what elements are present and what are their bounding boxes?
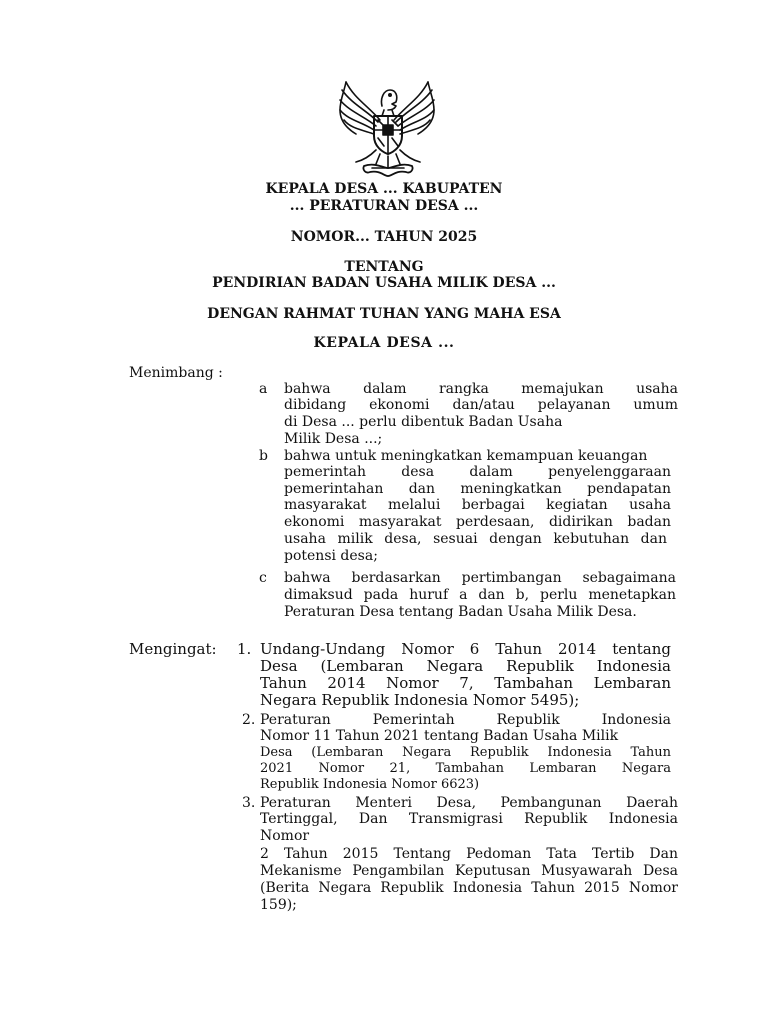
menimbang-item-b-line: potensi desa; <box>284 548 378 564</box>
mengingat-item-2-number: 2. <box>242 712 256 728</box>
mengingat-item-1-number: 1. <box>237 640 252 658</box>
menimbang-item-a-letter: a <box>259 381 268 397</box>
rahmat-heading: DENGAN RAHMAT TUHAN YANG MAHA ESA <box>207 306 561 322</box>
mengingat-item-2-line: Republik Indonesia Nomor 6623) <box>260 777 480 792</box>
menimbang-item-a-line: Milik Desa ...; <box>284 431 383 447</box>
menimbang-item-b-line: pemerintah desa dalam penyelenggaraan <box>284 464 671 480</box>
mengingat-item-1-line: Negara Republik Indonesia Nomor 5495); <box>260 691 580 709</box>
mengingat-item-2-line: Peraturan Pemerintah Republik Indonesia <box>260 712 671 728</box>
menimbang-item-b-line: bahwa untuk meningkatkan kemampuan keuangan <box>284 448 648 464</box>
menimbang-item-b-line: masyarakat melalui berbagai kegiatan usaha <box>284 497 671 513</box>
tentang-heading: TENTANG <box>344 259 424 275</box>
mengingat-item-2-line: Desa (Lembaran Negara Republik Indonesia Tahun <box>260 745 671 760</box>
menimbang-item-b-line: ekonomi masyarakat perdesaan, didirikan badan <box>284 514 671 530</box>
kepala-desa-heading: KEPALA DESA ... <box>313 335 455 351</box>
mengingat-item-3-line: (Berita Negara Republik Indonesia Tahun 2015 Nomor <box>260 880 678 896</box>
mengingat-item-3-line: Tertinggal, Dan Transmigrasi Republik Indonesia <box>260 811 678 827</box>
menimbang-item-c-letter: c <box>259 570 267 586</box>
header-line-2: ... PERATURAN DESA ... <box>289 198 479 214</box>
mengingat-item-3-line: 159); <box>260 897 297 913</box>
header-line-1: KEPALA DESA ... KABUPATEN <box>265 181 503 197</box>
mengingat-item-1-line: Undang-Undang Nomor 6 Tahun 2014 tentang <box>260 640 671 658</box>
mengingat-item-3-line: 2 Tahun 2015 Tentang Pedoman Tata Tertib Dan <box>260 846 678 862</box>
mengingat-item-2-line: Nomor 11 Tahun 2021 tentang Badan Usaha Milik <box>260 728 619 744</box>
menimbang-item-c-line: bahwa berdasarkan pertimbangan sebagaimana <box>284 570 676 586</box>
garuda-emblem-logo <box>334 76 440 180</box>
menimbang-label: Menimbang : <box>129 365 223 381</box>
menimbang-item-c-line: dimaksud pada huruf a dan b, perlu menetapkan <box>284 587 676 603</box>
mengingat-item-1-line: Tahun 2014 Nomor 7, Tambahan Lembaran <box>260 674 671 692</box>
mengingat-label: Mengingat: <box>129 640 217 658</box>
mengingat-item-3-line: Peraturan Menteri Desa, Pembangunan Daerah <box>260 795 678 811</box>
mengingat-item-3-line: Mekanisme Pengambilan Keputusan Musyawarah Desa <box>260 863 678 879</box>
mengingat-item-1-line: Desa (Lembaran Negara Republik Indonesia <box>260 657 671 675</box>
menimbang-item-c-line: Peraturan Desa tentang Badan Usaha Milik Desa. <box>284 604 637 620</box>
mengingat-item-3-line: Nomor <box>260 828 310 844</box>
menimbang-item-a-line: bahwa dalam rangka memajukan usaha <box>284 381 678 397</box>
mengingat-item-2-line: 2021 Nomor 21, Tambahan Lembaran Negara <box>260 761 671 776</box>
menimbang-item-b-line: pemerintahan dan meningkatkan pendapatan <box>284 481 671 497</box>
regulation-subject: PENDIRIAN BADAN USAHA MILIK DESA ... <box>212 275 556 291</box>
menimbang-item-b-letter: b <box>259 448 268 464</box>
menimbang-item-b-line: usaha milik desa, sesuai dengan kebutuhan dan <box>284 531 667 547</box>
regulation-number: NOMOR... TAHUN 2025 <box>290 229 478 245</box>
mengingat-item-3-number: 3. <box>242 795 256 811</box>
menimbang-item-a-line: dibidang ekonomi dan/atau pelayanan umum <box>284 397 678 413</box>
menimbang-item-a-line: di Desa ... perlu dibentuk Badan Usaha <box>284 414 563 430</box>
